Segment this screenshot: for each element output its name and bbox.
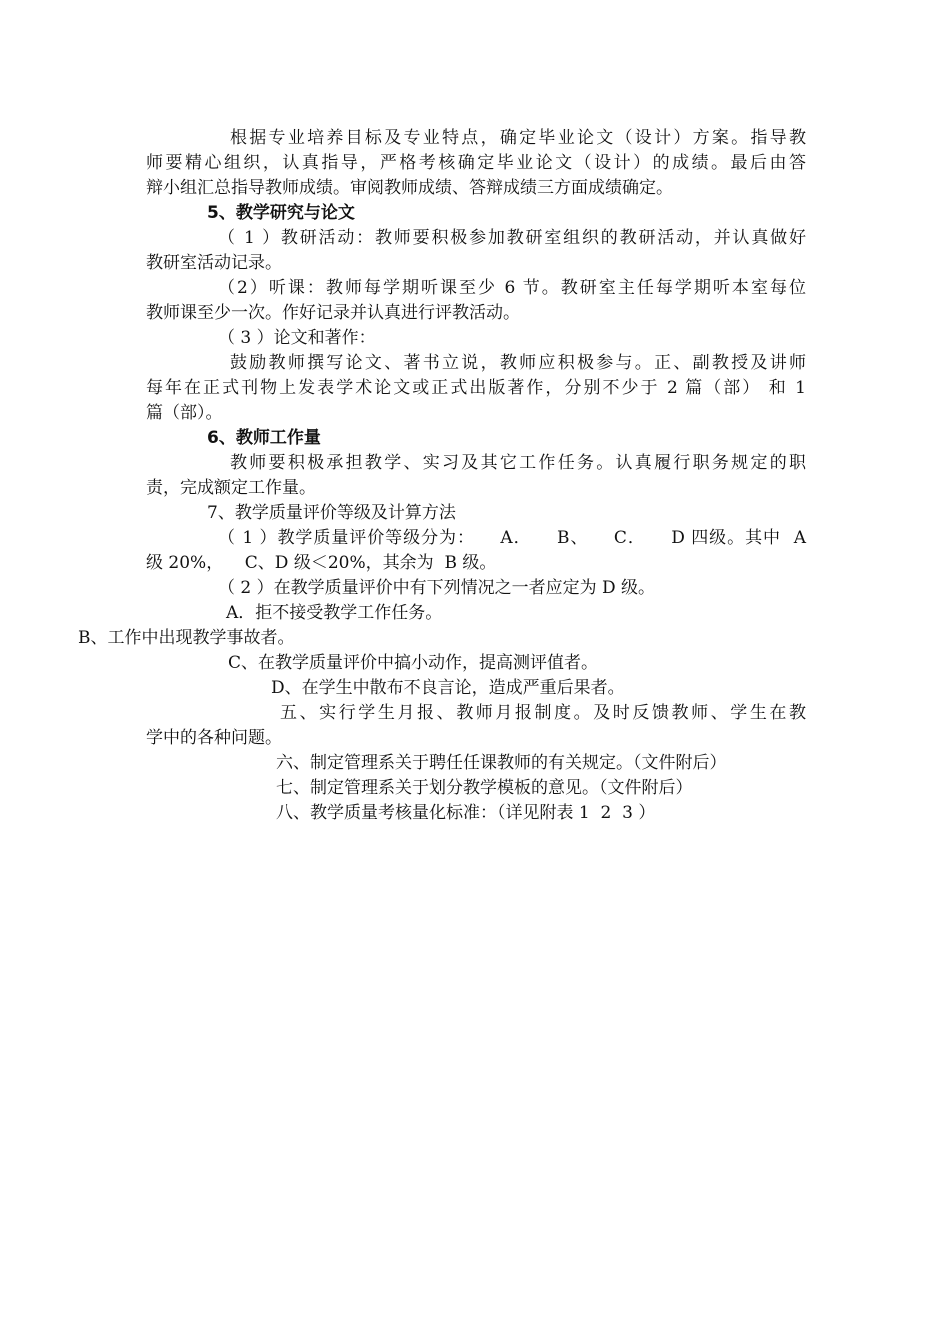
text-line: （ 1 ）教研活动：教师要积极参加教研室组织的教研活动，并认真做好 (218, 228, 806, 248)
text-line: 级 20%， C、D 级＜20%，其余为 B 级。 (146, 553, 497, 573)
text-line: 五、实行学生月报、教师月报制度。及时反馈教师、学生在教 (280, 703, 806, 723)
text-line: （ 3 ）论文和著作： (218, 328, 376, 348)
text-line: 根据专业培养目标及专业特点，确定毕业论文（设计）方案。指导教 (230, 128, 806, 148)
text-line: 篇（部）。 (146, 403, 223, 423)
text-line: 六、制定管理系关于聘任任课教师的有关规定。（文件附后） (276, 753, 727, 773)
section-heading: 7、教学质量评价等级及计算方法 (207, 503, 456, 523)
text-line: 每年在正式刊物上发表学术论文或正式出版著作，分别不少于 2 篇（部） 和 1 (146, 378, 806, 398)
text-line: 师要精心组织，认真指导，严格考核确定毕业论文（设计）的成绩。最后由答 (146, 153, 806, 173)
text-line: （ 2 ）在教学质量评价中有下列情况之一者应定为 D 级。 (218, 578, 656, 598)
section-heading: 6、教师工作量 (207, 428, 321, 448)
text-line: 八、教学质量考核量化标准：（详见附表 1 2 3 ） (276, 803, 656, 823)
text-line: （2）听课：教师每学期听课至少 6 节。教研室主任每学期听本室每位 (218, 278, 806, 298)
text-line: 教师课至少一次。作好记录并认真进行评教活动。 (146, 303, 520, 323)
text-line: 教师要积极承担教学、实习及其它工作任务。认真履行职务规定的职 (230, 453, 806, 473)
section-heading: 5、教学研究与论文 (207, 203, 355, 223)
text-line: 辩小组汇总指导教师成绩。审阅教师成绩、答辩成绩三方面成绩确定。 (146, 178, 673, 198)
list-item: D、在学生中散布不良言论，造成严重后果者。 (271, 678, 625, 698)
text-line: 学中的各种问题。 (146, 728, 282, 748)
text-line: 责，完成额定工作量。 (146, 478, 316, 498)
text-line: 教研室活动记录。 (146, 253, 282, 273)
list-item: B、工作中出现教学事故者。 (78, 628, 295, 648)
text-line: 鼓励教师撰写论文、著书立说，教师应积极参与。正、副教授及讲师 (230, 353, 806, 373)
text-line: 七、制定管理系关于划分教学模板的意见。（文件附后） (276, 778, 693, 798)
list-item: C、在教学质量评价中搞小动作，提高测评值者。 (228, 653, 599, 673)
text-line: （ 1 ）教学质量评价等级分为： A． B、 C． D 四级。其中 A (218, 528, 806, 548)
list-item: A．拒不接受教学工作任务。 (226, 603, 443, 623)
